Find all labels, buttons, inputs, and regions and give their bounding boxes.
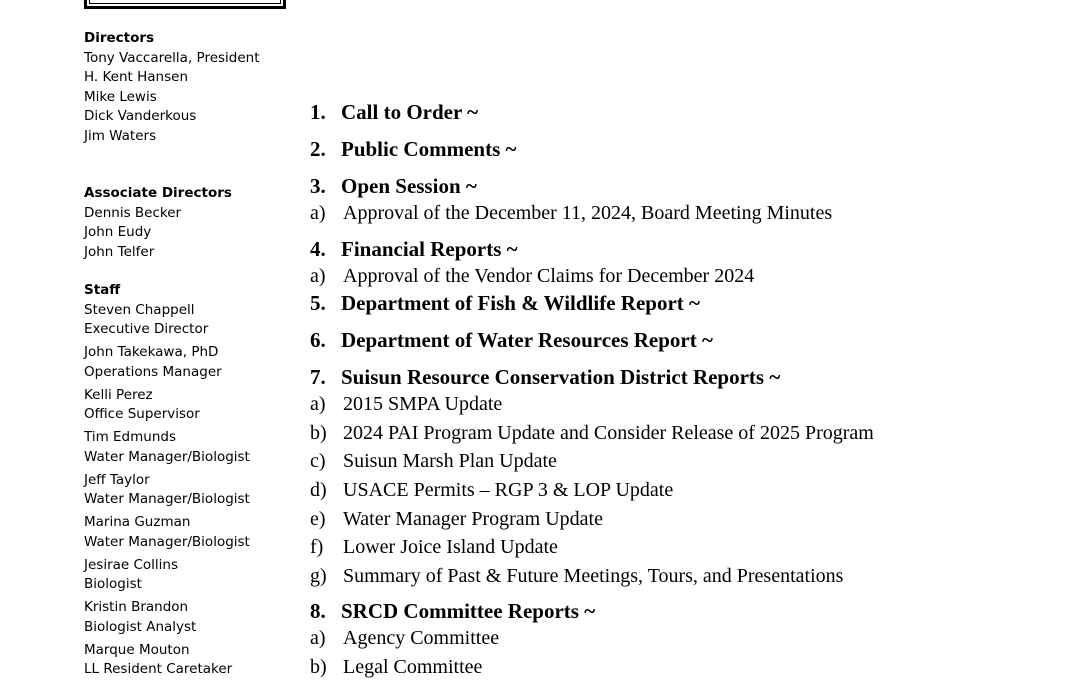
director-name: Dick Vanderkous bbox=[84, 108, 197, 124]
staff-group bbox=[84, 281, 284, 680]
agenda-subitem-letter: a) bbox=[310, 627, 326, 650]
agenda-item bbox=[310, 364, 1070, 390]
staff-member bbox=[84, 641, 284, 680]
agenda-subitem bbox=[310, 390, 1070, 419]
staff-title: Office Supervisor bbox=[84, 406, 200, 422]
agenda-item-number: 1. bbox=[310, 100, 326, 124]
agenda-item-title: Public Comments ~ bbox=[341, 137, 517, 161]
associate-name: John Eudy bbox=[84, 224, 152, 240]
staff-member bbox=[84, 301, 284, 340]
staff-member bbox=[84, 556, 284, 595]
staff-member bbox=[84, 513, 284, 552]
staff-name: Kelli Perez bbox=[84, 386, 153, 403]
staff-title: Water Manager/Biologist bbox=[84, 448, 250, 465]
agenda-item-number: 5. bbox=[310, 291, 326, 316]
staff-name: Kristin Brandon bbox=[84, 599, 189, 615]
staff-name: Tim Edmunds bbox=[84, 429, 176, 445]
director-name: Jim Waters bbox=[84, 127, 157, 144]
agenda-subitem-text: Legal Committee bbox=[343, 655, 483, 678]
agenda-item-number: 4. bbox=[310, 236, 326, 261]
staff-title: Biologist bbox=[84, 576, 142, 592]
agenda-subitem-text: Water Manager Program Update bbox=[343, 507, 603, 530]
staff-name: Jesirae Collins bbox=[84, 556, 179, 573]
agenda-subitem bbox=[310, 447, 1070, 476]
agenda-subitem bbox=[310, 199, 1070, 228]
agenda-subitem bbox=[310, 624, 1070, 653]
agenda-item-title: Department of Fish & Wildlife Report ~ bbox=[341, 291, 700, 316]
director-name: Tony Vaccarella, President bbox=[84, 49, 260, 66]
agenda-item-title: Suisun Resource Conservation District Reports ~ bbox=[341, 365, 781, 390]
agenda-item bbox=[310, 99, 1070, 125]
staff-name: John Takekawa, PhD bbox=[84, 344, 219, 360]
agenda-subitem-letter: a) bbox=[310, 393, 326, 416]
staff-title: LL Resident Caretaker bbox=[84, 661, 233, 677]
letterhead-logo-frame bbox=[84, 0, 286, 9]
agenda-subitem bbox=[310, 262, 1070, 291]
staff-member bbox=[84, 343, 284, 382]
directors-group bbox=[84, 29, 284, 146]
associates-heading: Associate Directors bbox=[84, 185, 232, 201]
agenda-subitem-text: Approval of the December 11, 2024, Board Meeting Minutes bbox=[343, 202, 833, 224]
agenda-item-title: Call to Order ~ bbox=[341, 100, 479, 124]
staff-name: Jeff Taylor bbox=[84, 471, 150, 488]
agenda-subitem bbox=[310, 505, 1070, 534]
staff-member bbox=[84, 598, 284, 637]
agenda-subitem-text: 2015 SMPA Update bbox=[343, 393, 503, 416]
staff-title: Water Manager/Biologist bbox=[84, 491, 250, 507]
director-name: H. Kent Hansen bbox=[84, 69, 188, 85]
agenda-item-number: 8. bbox=[310, 599, 326, 624]
staff-member bbox=[84, 471, 284, 510]
agenda-subitem bbox=[310, 533, 1070, 562]
staff-name: Marque Mouton bbox=[84, 641, 190, 658]
agenda-subitem-letter: a) bbox=[310, 264, 326, 287]
agenda-item-title: Open Session ~ bbox=[341, 174, 477, 198]
agenda-list bbox=[310, 99, 1070, 682]
agenda-subitem-text: Agency Committee bbox=[343, 627, 500, 650]
agenda-subitem-text: 2024 PAI Program Update and Consider Release of 2025 Program bbox=[343, 421, 874, 444]
staff-title: Operations Manager bbox=[84, 363, 222, 380]
agenda-item bbox=[310, 173, 1070, 199]
agenda-subitem bbox=[310, 419, 1070, 448]
staff-heading: Staff bbox=[84, 282, 121, 298]
agenda-item-number: 2. bbox=[310, 137, 326, 161]
staff-title: Executive Director bbox=[84, 321, 209, 337]
agenda-subitem-text: USACE Permits – RGP 3 & LOP Update bbox=[343, 478, 674, 501]
agenda-subitem-letter: g) bbox=[310, 564, 327, 587]
agenda-subitem-text: Lower Joice Island Update bbox=[343, 536, 558, 559]
sidebar-roster bbox=[84, 29, 284, 699]
agenda-item-number: 7. bbox=[310, 365, 326, 390]
directors-heading: Directors bbox=[84, 30, 155, 46]
agenda-item-number: 3. bbox=[310, 174, 326, 198]
agenda-item bbox=[310, 598, 1070, 624]
staff-member bbox=[84, 428, 284, 467]
agenda-subitem-text: Suisun Marsh Plan Update bbox=[343, 450, 557, 473]
staff-title: Biologist Analyst bbox=[84, 618, 197, 635]
staff-name: Steven Chappell bbox=[84, 301, 195, 318]
agenda-item bbox=[310, 327, 1070, 353]
associate-name: Dennis Becker bbox=[84, 204, 182, 221]
agenda-subitem bbox=[310, 562, 1070, 591]
agenda-item bbox=[310, 236, 1070, 262]
staff-member bbox=[84, 386, 284, 425]
agenda-subitem-text: Summary of Past & Future Meetings, Tours, and Presentations bbox=[343, 564, 844, 587]
agenda-item-title: Financial Reports ~ bbox=[341, 236, 518, 261]
agenda-item-title: SRCD Committee Reports ~ bbox=[341, 599, 596, 624]
agenda-subitem-letter: b) bbox=[310, 421, 327, 444]
director-name: Mike Lewis bbox=[84, 88, 157, 105]
agenda-subitem-letter: c) bbox=[310, 450, 326, 473]
associates-group bbox=[84, 184, 284, 262]
agenda-subitem bbox=[310, 653, 1070, 682]
agenda-subitem-letter: e) bbox=[310, 507, 326, 530]
agenda-subitem-letter: f) bbox=[310, 536, 324, 559]
agenda-item-number: 6. bbox=[310, 328, 326, 353]
agenda-subitem-letter: b) bbox=[310, 655, 327, 678]
agenda-item-title: Department of Water Resources Report ~ bbox=[341, 328, 713, 353]
staff-name: Marina Guzman bbox=[84, 514, 191, 530]
staff-title: Water Manager/Biologist bbox=[84, 533, 250, 550]
agenda-item bbox=[310, 290, 1070, 316]
agenda-item bbox=[310, 136, 1070, 162]
agenda-subitem bbox=[310, 476, 1070, 505]
associate-name: John Telfer bbox=[84, 243, 155, 260]
agenda-subitem-letter: d) bbox=[310, 478, 327, 501]
agenda-subitem-text: Approval of the Vendor Claims for December 2024 bbox=[343, 264, 755, 287]
agenda-subitem-letter: a) bbox=[310, 202, 326, 224]
